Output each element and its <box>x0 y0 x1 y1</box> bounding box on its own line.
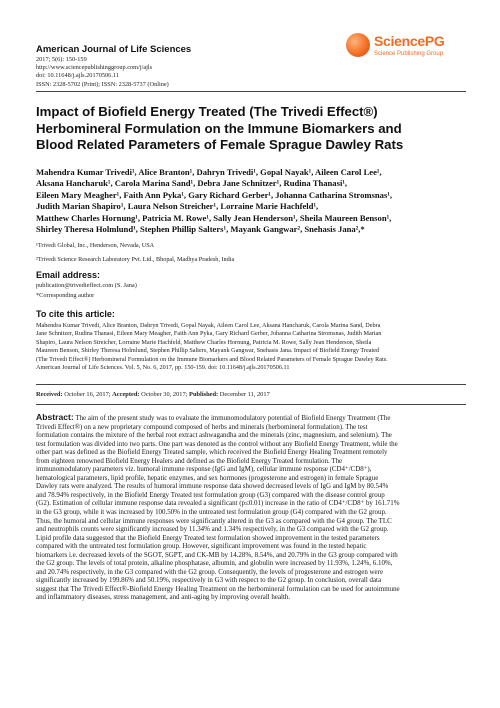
article-title <box>36 104 468 154</box>
abstract-line: formulation contains the mixture of the herbal root extract ashwagandha and the minerals (zinc, magnesium, and selenium). The <box>36 431 392 440</box>
title-line: Blood Related Parameters of Female Sprague Dawley Rats <box>36 137 404 152</box>
dates-top-divider <box>36 384 466 385</box>
abstract-line: significantly increased by 199.86% and 50.19%, respectively in G3 with respect to the G2 group. In conclusion, overall data <box>36 576 382 585</box>
accepted-label: Accepted: <box>112 391 140 398</box>
citation-line: (The Trivedi Effect®) Herbomineral Formulation on the Immune Biomarkers and Blood Related Parameters of Female Sprague Dawley Rats. <box>36 355 388 363</box>
abstract-line: in the G3 group, while it was increased by 100.50% in the untreated test formulation group (G4) compared with the G2 group. <box>36 508 387 517</box>
journal-url[interactable]: http://www.sciencepublishinggroup.com/j/ajls <box>36 64 153 72</box>
logo-name: SciencePG <box>374 33 445 49</box>
abstract-line: (G2). Estimation of cellular immune response data revealed a significant (p≤0.01) increase in the ratio of CD4⁺/CD8⁺ by 161.71% <box>36 499 400 508</box>
abstract-line: The aim of the present study was to evaluate the immunomodulatory potential of Biofield Energy Treatment (The <box>73 414 391 422</box>
email-heading: Email address: <box>36 270 101 280</box>
doi-line[interactable]: doi: 10.11648/j.ajls.20170506.11 <box>36 72 119 80</box>
logo-subtitle: Science Publishing Group <box>374 51 444 57</box>
abstract-label: Abstract: <box>36 412 74 422</box>
publication-dates <box>36 391 270 398</box>
title-line: Impact of Biofield Energy Treated (The Trivedi Effect®) <box>36 104 378 119</box>
published-date: December 11, 2017 <box>219 391 270 398</box>
header-divider <box>36 91 466 92</box>
abstract <box>36 413 468 602</box>
abstract-line: and inflammatory diseases, stress management, and anti-aging by improving overall health. <box>36 593 291 602</box>
abstract-line: and 78.94% respectively, in the Biofield Energy Treated test formulation group (G3) compared with the disease control group <box>36 490 385 499</box>
author-list <box>36 167 468 235</box>
dates-bottom-divider <box>36 404 466 405</box>
journal-meta <box>36 56 336 89</box>
author-line: Eileen Mary Meagher¹, Faith Ann Pyka¹, Gary Richard Gerber¹, Johanna Catharina Stromsnas¹, <box>36 189 393 200</box>
author-line: Judith Marian Shapiro¹, Laura Nelson Streicher¹, Lorraine Marie Hachfeld¹, <box>36 201 319 212</box>
abstract-line: compared with the untreated test formulation group. However, significant improvement was found in the tested hepatic <box>36 542 367 551</box>
abstract-line: and neutrophils counts were significantly increased by 11.34% and 1.34% respectively, in the G3 compared with the G2 group. <box>36 525 389 534</box>
citation-line: American Journal of Life Sciences. Vol. 5, No. 6, 2017, pp. 150-159. doi: 10.11648/j.ajls.20170506.11 <box>36 364 290 372</box>
abstract-line: Trivedi Effect®) on a new proprietary compound composed of herbs and minerals (herbomineral formulation). The test <box>36 422 368 431</box>
abstract-line: Thus, the humoral and cellular immune responses were significantly altered in the G3 as compared with the G4 group. The TLC <box>36 516 392 525</box>
cite-heading: To cite this article: <box>36 309 115 319</box>
citation-block <box>36 322 468 372</box>
sciencepg-logo <box>346 33 466 79</box>
author-line: Matthew Charles Hornung¹, Patricia M. Rowe¹, Sally Jean Henderson¹, Sheila Maureen Benson¹, <box>36 212 392 223</box>
citation-line: Mahendra Kumar Trivedi, Alice Branton, Dahryn Trivedi, Gopal Nayak, Aileen Carol Lee, Aksana Hancharuk, Carola Marina Sand, Debra <box>36 322 381 329</box>
affiliation-1: ¹Trivedi Global, Inc., Henderson, Nevada, USA <box>36 242 155 249</box>
author-line: Aksana Hancharuk¹, Carola Marina Sand¹, Debra Jane Schnitzer¹, Rudina Thanasi¹, <box>36 178 348 189</box>
citation-line: Maureen Benson, Shirley Theresa Holmlund, Stephen Phillip Salters, Mayank Gangwar, Snehasis Jana. Impact of Biofield Energy Treated <box>36 347 380 355</box>
abstract-line: Dawley rats were analyzed. The results of humoral immune response data showed decreased levels of IgG and IgM by 80.54% <box>36 482 389 491</box>
abstract-line: the G2 group. The levels of total protein, alkaline phosphatase, albumin, and globulin were increased by 11.93%, 1.24%, 6.10%, <box>36 559 393 568</box>
received-label: Received: <box>36 391 63 398</box>
volume-pages: 2017; 5(6): 150-159 <box>36 56 87 63</box>
citation-line: Jane Schnitzer, Rudina Thanasi, Eileen Mary Meagher, Faith Ann Pyka, Gary Richard Gerber, Johanna Catharina Stromsnas, Judith Marian <box>36 330 382 338</box>
abstract-line: other part was defined as the Biofield Energy Treated sample, which received the Biofield Energy Healing Treatment remotely <box>36 448 388 457</box>
abstract-line: suggest that The Trivedi Effect®-Biofield Energy Healing Treatment on the herbomineral formulation can be used for autoimmune <box>36 584 400 593</box>
abstract-line: Lipid profile data suggested that the Biofield Energy Treated test formulation showed improvement in the tested parameters <box>36 533 380 542</box>
published-label: Published: <box>189 391 219 398</box>
journal-name: American Journal of Life Sciences <box>36 44 192 55</box>
received-date: October 16, 2017; <box>64 391 111 398</box>
abstract-line: from eighteen renowned Biofield Energy Healers and defined as the Biofield Energy Treated formulation. The <box>36 456 343 465</box>
title-line: Herbomineral Formulation on the Immune Biomarkers and <box>36 120 402 136</box>
author-line: Mahendra Kumar Trivedi¹, Alice Branton¹, Dahryn Trivedi¹, Gopal Nayak¹, Aileen Carol Lee¹, <box>36 167 382 177</box>
logo-circle-icon <box>346 33 370 57</box>
abstract-line: biomarkers i.e. decreased levels of the SGOT, SGPT, and CK-MB by 14.28%, 8.54%, and 20.79% in the G3 group compared with <box>36 550 398 559</box>
abstract-line: test formulation was divided into two parts. One part was denoted as the control without any Biofield Energy Treatment, while the <box>36 439 398 448</box>
abstract-line: hematological parameters, lipid profile, hepatic enzymes, and sex hormones (progesterone and estrogen) in female Sprague <box>36 473 379 482</box>
email-address[interactable]: publication@trivedieffect.com (S. Jana) <box>36 282 137 289</box>
affiliation-2: ²Trivedi Science Research Laboratory Pvt. Ltd., Bhopal, Madhya Pradesh, India <box>36 256 235 263</box>
abstract-line: immunomodulatory parameters viz. humoral immune response (IgG and IgM), cellular immune response (CD4⁺/CD8⁺), <box>36 465 372 474</box>
author-line: Shirley Theresa Holmlund¹, Stephen Phillip Salters¹, Mayank Gangwar², Snehasis Jana²,* <box>36 224 365 235</box>
citation-line: Shapiro, Laura Nelson Streicher, Lorraine Marie Hachfeld, Matthew Charles Hornung, Patricia M. Rowe, Sally Jean Henderson, Sheila <box>36 338 372 346</box>
issn-line: ISSN: 2328-5702 (Print); ISSN: 2328-5737 (Online) <box>36 80 169 88</box>
abstract-line: and 20.74% respectively, in the G3 compared with the G2 group. Consequently, the levels of progesterone and estrogen were <box>36 567 384 576</box>
accepted-date: October 30, 2017; <box>141 391 188 398</box>
corresponding-note: *Corresponding author <box>36 292 95 299</box>
